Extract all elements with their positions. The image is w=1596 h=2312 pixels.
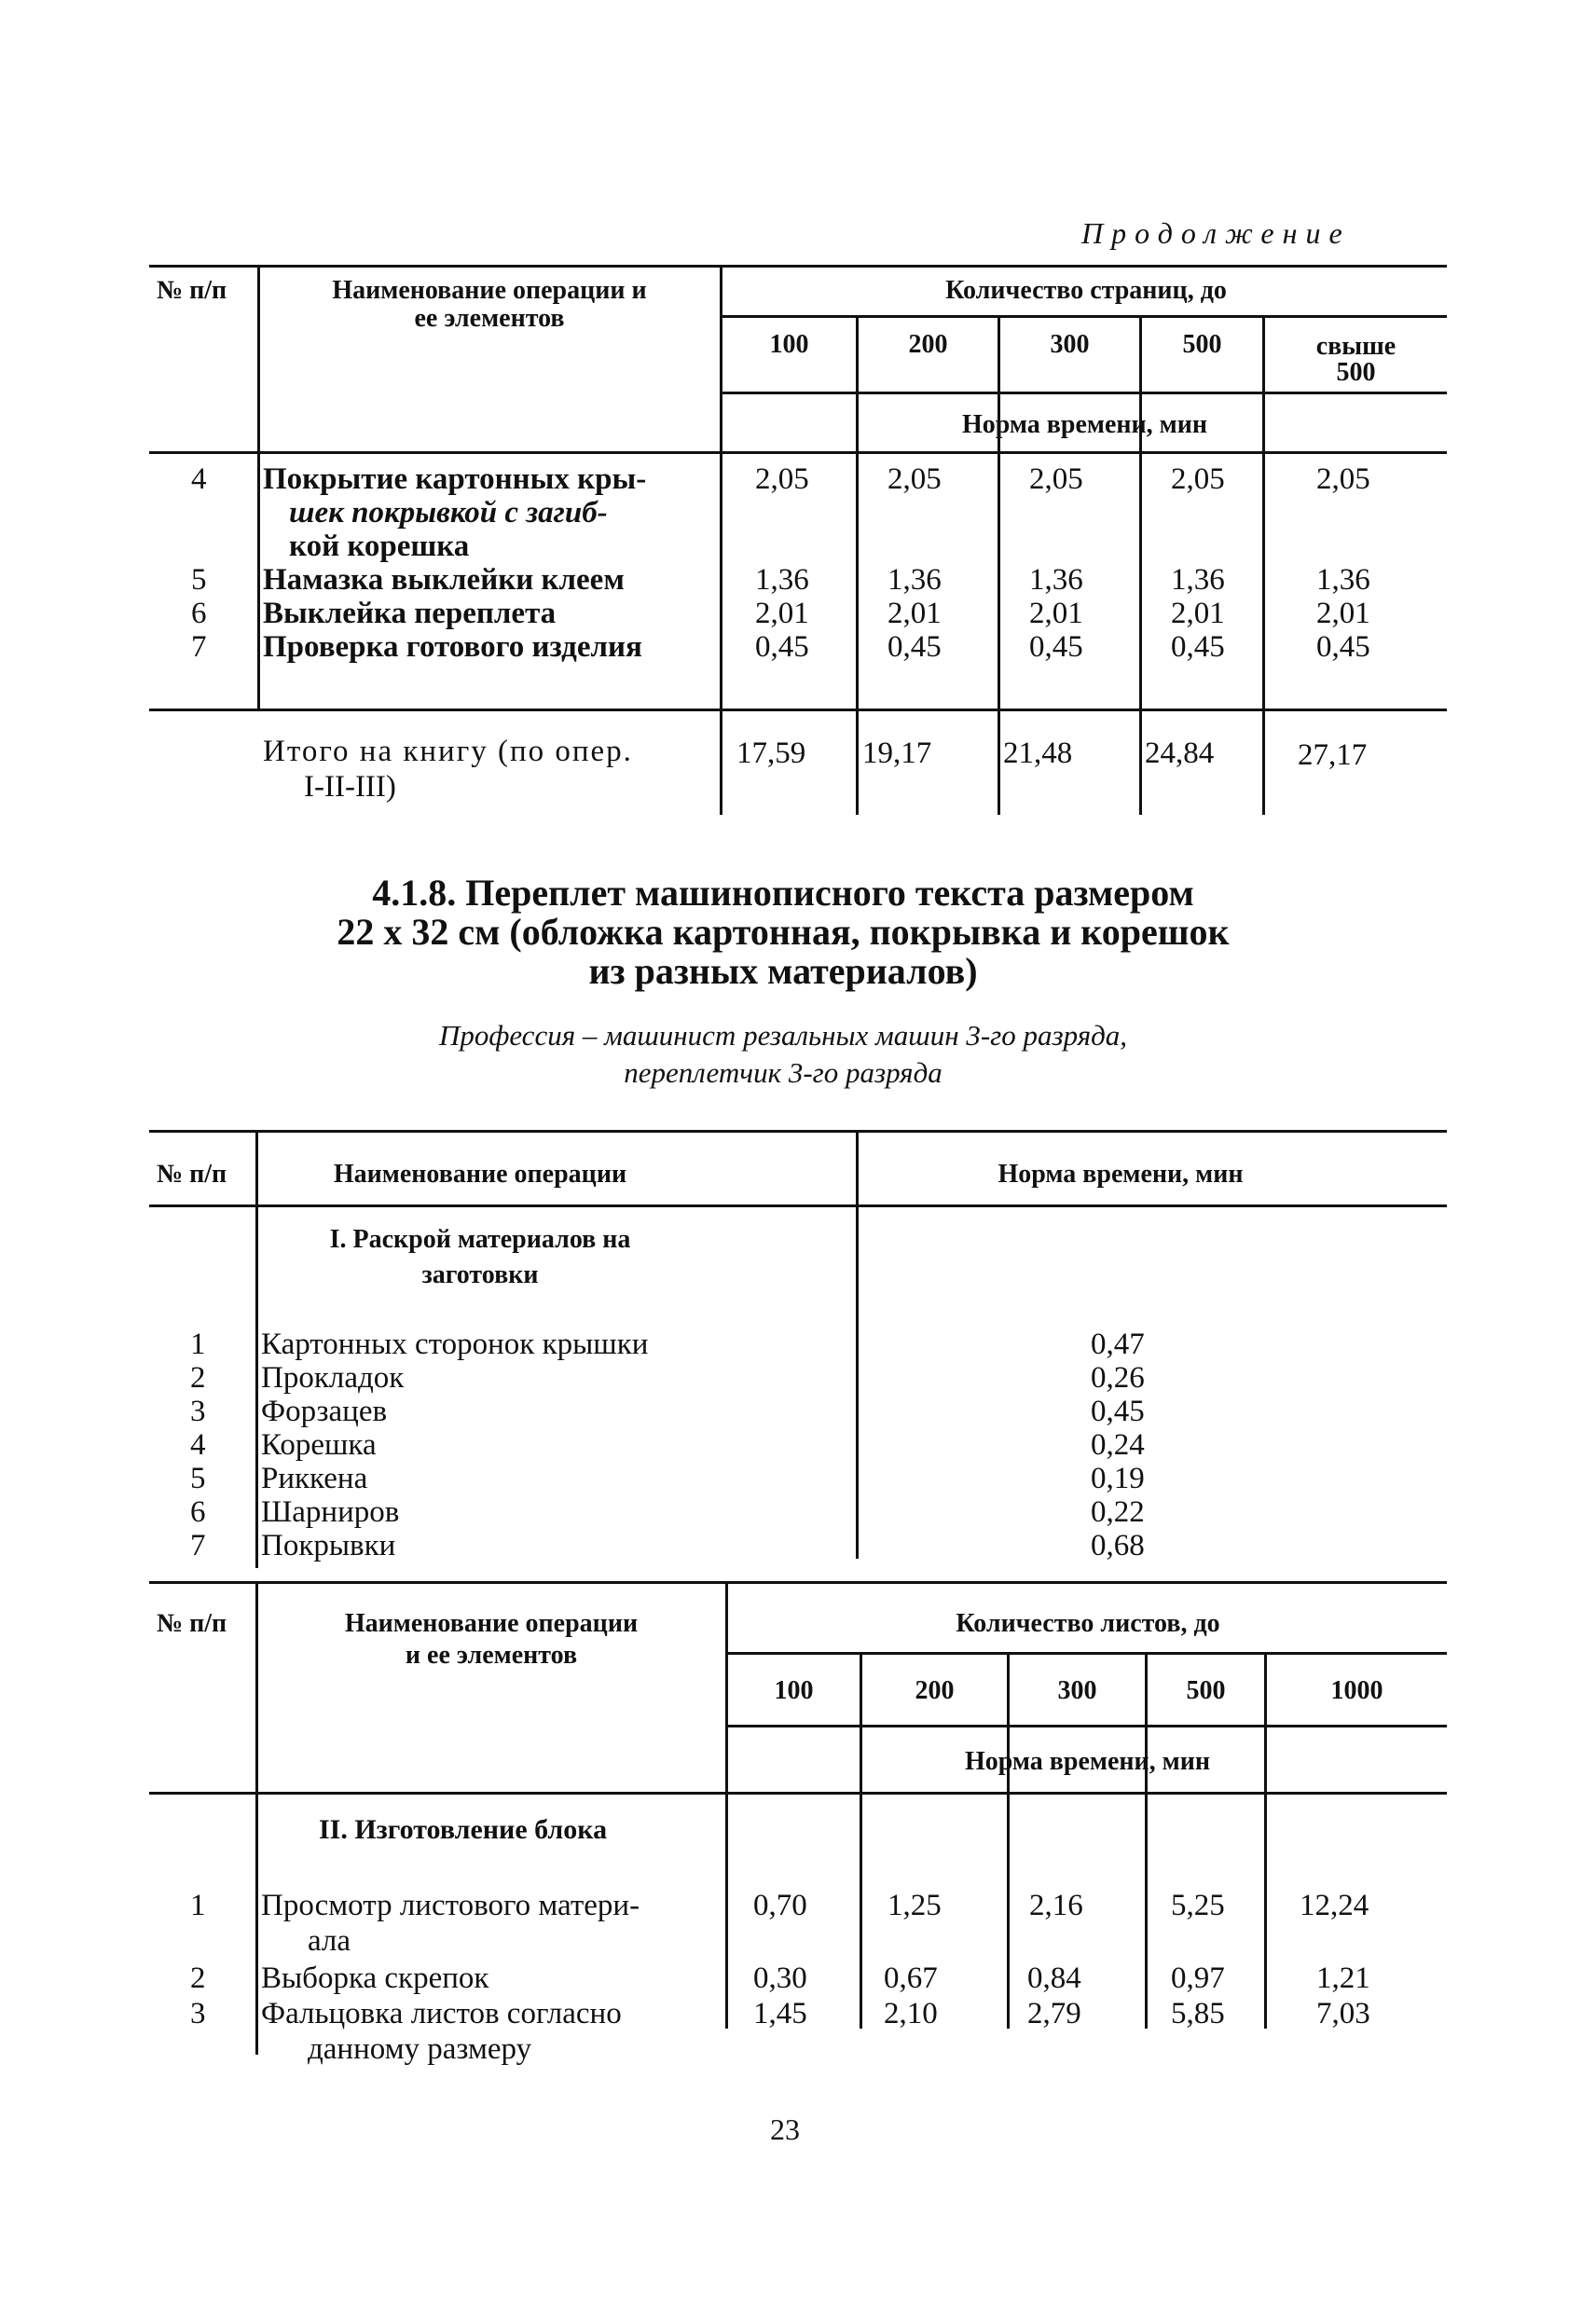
table1-row-5-v3: 1,36 [1029,563,1083,597]
table3-row-2-v5: 1,21 [1316,1961,1370,1995]
table1-row-6-v2: 2,01 [887,597,942,630]
table3-col-200: 200 [915,1676,955,1705]
table2-group-line2: заготовки [421,1260,539,1289]
table2-row-5-value: 0,19 [1091,1462,1145,1495]
table1-total-label-line1: Итого на книгу (по опер. [263,735,633,768]
table3-row-1-v3: 2,16 [1029,1889,1083,1922]
table1-row-7-v1: 0,45 [755,630,809,664]
table3-col-100: 100 [774,1676,814,1705]
table2-row-6-no: 6 [190,1495,206,1529]
table2-row-2-name: Прокладок [261,1361,405,1395]
table3-col-name-line1: Наименование операции [344,1609,639,1638]
table3-col-name-line2: и ее элементов [405,1641,578,1670]
table2-row-3-name: Форзацев [261,1395,388,1428]
table1-row-5-v5: 1,36 [1316,563,1370,597]
table3-row-2-v2: 0,67 [884,1961,938,1995]
table1-row-5-no: 5 [191,563,207,597]
table1-row-4-v4: 2,05 [1171,462,1225,496]
table2-row-6-value: 0,22 [1091,1495,1145,1529]
profession-line1: Профессия – машинист резальных машин 3-го разряда, [438,1019,1128,1052]
table1-row-6-v3: 2,01 [1029,597,1083,630]
table2-row-4-no: 4 [190,1428,206,1462]
table1-row-4-v3: 2,05 [1029,462,1083,496]
table2-col-no: № п/п [157,1160,227,1189]
table3-col-1000: 1000 [1330,1676,1383,1705]
table1-row-6-v4: 2,01 [1171,597,1225,630]
table2-row-4-name: Корешка [261,1428,377,1462]
page-number: 23 [770,2112,800,2146]
table2-row-1-name: Картонных сторонок крышки [261,1328,649,1361]
table3-row-3-no: 3 [190,1997,206,2030]
table1-col-over500-line2: 500 [1336,358,1376,387]
table3-col-300: 300 [1057,1676,1097,1705]
table2-row-5-name: Риккена [261,1462,368,1495]
table3-group: II. Изготовление блока [319,1814,608,1845]
table3-row-3-v4: 5,85 [1171,1997,1225,2030]
table3-row-3-v2: 2,10 [884,1997,938,2030]
table1-col-100: 100 [769,330,809,359]
table1-row-7-v2: 0,45 [887,630,942,664]
table1-row-7-v3: 0,45 [1029,630,1083,664]
table1-total-v2: 19,17 [862,736,932,770]
table1-row-7-name: Проверка готового изделия [263,630,642,664]
table1-row-7-v4: 0,45 [1171,630,1225,664]
table1-row-6-v1: 2,01 [755,597,809,630]
table1-total-v1: 17,59 [736,736,806,770]
table3-row-3-v1: 1,45 [753,1997,807,2030]
table1-total-v5: 27,17 [1298,738,1368,772]
table1-col-name-line1: Наименование операции и [332,276,647,305]
table2-row-7-value: 0,68 [1091,1529,1145,1562]
table2-row-1-value: 0,47 [1091,1328,1145,1361]
table2-group-line1: I. Раскрой материалов на [329,1225,631,1254]
table1-row-5-v2: 1,36 [887,563,942,597]
table1-row-6-v5: 2,01 [1316,597,1370,630]
table3-row-2-v3: 0,84 [1027,1961,1081,1995]
table3-row-3-v3: 2,79 [1027,1997,1081,2030]
table2-row-7-no: 7 [190,1529,206,1562]
table3-row-3-name-line1: Фальцовка листов согласно [261,1997,622,2030]
table1-col-200: 200 [908,330,948,359]
profession-line2: переплетчик 3-го разряда [624,1056,942,1089]
table1-row-4-v1: 2,05 [755,462,809,496]
table3-row-1-name-line2: ала [308,1924,351,1958]
table3-row-2-name: Выборка скрепок [261,1961,489,1995]
table2-row-2-value: 0,26 [1091,1361,1145,1395]
table2-row-3-no: 3 [190,1395,206,1428]
table2-row-1-no: 1 [190,1328,206,1361]
table1-row-4-no: 4 [191,462,207,496]
table2-col-name: Наименование операции [333,1160,627,1189]
table3-row-1-no: 1 [190,1889,206,1922]
table1-row-4-v2: 2,05 [887,462,942,496]
table3-row-2-v1: 0,30 [753,1961,807,1995]
table2-row-7-name: Покрывки [261,1529,396,1562]
table2-row-4-value: 0,24 [1091,1428,1145,1462]
table1-row-7-v5: 0,45 [1316,630,1370,664]
table1-row-4-name-line3: кой корешка [289,530,470,563]
section-heading-line3: из разных материалов) [588,950,978,992]
table3-col-group: Количество листов, до [956,1609,1220,1638]
table3-row-1-v4: 5,25 [1171,1889,1225,1922]
table3-row-3-name-line2: данному размеру [308,2032,532,2066]
table1-row-5-v4: 1,36 [1171,563,1225,597]
table2-row-6-name: Шарниров [261,1495,400,1529]
table3-row-1-v5: 12,24 [1300,1889,1369,1922]
table1-row-7-no: 7 [191,630,207,664]
section-heading-line2: 22 х 32 см (обложка картонная, покрывка и корешок [337,911,1230,953]
table1-col-500: 500 [1182,330,1222,359]
table1-total-label-line2: I-II-III) [304,770,396,804]
table1-row-4-name-line2: шек покрывкой с загиб- [289,496,608,530]
table1-norm-label: Норма времени, мин [961,410,1208,439]
table1-row-4-name-line1: Покрытие картонных кры- [263,462,647,496]
continuation-label: Продолжение [1081,216,1351,250]
table3-row-2-no: 2 [190,1961,206,1995]
table2-row-3-value: 0,45 [1091,1395,1145,1428]
table2-row-5-no: 5 [190,1462,206,1495]
section-heading-line1: 4.1.8. Переплет машинописного текста размером [372,872,1194,914]
table2-col-norm: Норма времени, мин [998,1160,1244,1189]
table1-col-no: № п/п [157,276,227,305]
table1-row-6-no: 6 [191,597,207,630]
table3-norm-label: Норма времени, мин [964,1747,1211,1776]
table2-row-2-no: 2 [190,1361,206,1395]
table1-col-over500-line1: свыше [1315,332,1396,361]
table1-col-group: Количество страниц, до [945,276,1227,305]
table3-row-3-v5: 7,03 [1316,1997,1370,2030]
table3-col-500: 500 [1186,1676,1226,1705]
table3-row-1-name-line1: Просмотр листового матери- [261,1889,640,1922]
table3-row-2-v4: 0,97 [1171,1961,1225,1995]
table1-row-5-name: Намазка выклейки клеем [263,563,625,597]
table3-row-1-v2: 1,25 [887,1889,942,1922]
table1-total-v4: 24,84 [1145,736,1215,770]
table1-total-v3: 21,48 [1003,736,1073,770]
table1-row-6-name: Выклейка переплета [263,597,557,630]
table1-row-5-v1: 1,36 [755,563,809,597]
table3-row-1-v1: 0,70 [753,1889,807,1922]
table3-col-no: № п/п [157,1609,227,1638]
table1-col-300: 300 [1050,330,1090,359]
table1-row-4-v5: 2,05 [1316,462,1370,496]
table1-col-name-line2: ее элементов [414,304,565,333]
